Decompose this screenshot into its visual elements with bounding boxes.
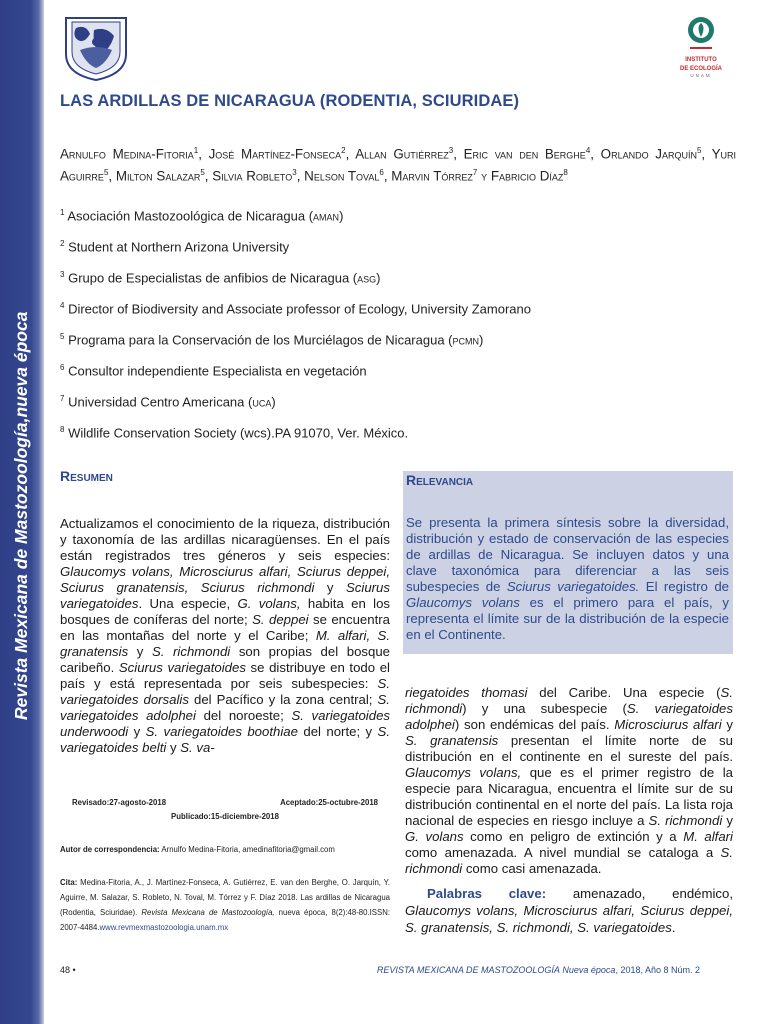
author-affiliation-number: 7: [472, 168, 478, 178]
affiliation-text: Consultor independiente Especialista en vegetación: [68, 363, 367, 379]
affiliation-number: 8: [60, 425, 65, 434]
author-name: Arnulfo Medina-Fitoria: [60, 146, 194, 162]
author-name: Eric van den Berghe: [463, 146, 586, 162]
affiliation-item: [60, 265, 736, 296]
author-affiliation-number: 5: [103, 168, 109, 178]
article-dates: [60, 798, 390, 821]
affiliation-text: Asociación Mastozoológica de Nicaragua (: [67, 208, 314, 224]
keywords: Palabras clave: amenazado, endémico, Glaucomys volans, Microsciurus alfari, Sciurus deppei, S. granatensis, S. richmondi, S. variegatoides.: [405, 886, 733, 935]
affiliation-abbreviation: aman: [313, 208, 340, 224]
affiliation-text: Programa para la Conservación de los Murciélagos de Nicaragua (: [68, 332, 453, 348]
affiliation-item: [60, 203, 736, 234]
author-affiliation-number: 3: [292, 168, 297, 178]
author-name: Yuri Aguirre: [60, 146, 736, 184]
author-name: José Martínez-Fonseca: [208, 146, 342, 162]
author-name: Fabricio Díaz: [490, 168, 564, 184]
author-affiliation-number: 1: [193, 146, 199, 155]
keywords-label: Palabras clave:: [427, 886, 547, 901]
institute-line1: INSTITUTO: [685, 57, 717, 63]
resumen-heading: Resumen: [60, 468, 113, 484]
article-title: LAS ARDILLAS DE NICARAGUA (RODENTIA, SCIURIDAE): [60, 92, 520, 110]
resumen-text: Actualizamos el conocimiento de la riqueza, distribución y taxonomía de las ardillas nicaragüenses. En el país están registrados tres géneros y seis especies: Glaucomys volans, Microsciurus alfari, Sciurus deppei, Sciurus granatensis, Sciurus richmondi y Sciurus variegatoides. Una especie, G. volans, habita en los bosques de coníferas del norte; S. deppei se encuentra en las montañas del norte y el Caribe; M. alfari, S. granatensis y S. richmondi son propias del bosque caribeño. Sciurus variegatoides se distribuye en todo el país y está representada por seis subespecies: S. variegatoides dorsalis del Pacífico y la zona central; S. variegatoides adolphei del noroeste; S. variegatoides underwoodi y S. variegatoides boothiae del norte; y S. variegatoides belti y S. va-: [60, 516, 391, 755]
page-number: 48 •: [60, 965, 76, 975]
author-affiliation-number: 8: [563, 168, 568, 178]
affiliation-item: [60, 420, 736, 451]
resumen-continuation: riegatoides thomasi del Caribe. Una especie (S. richmondi) y una subespecie (S. variegatoides adolphei) son endémicas del país. Microsciurus alfari y S. granatensis presentan el límite norte de su distribución en el continente en el sureste del país. Glaucomys volans, que es el primer registro de la especie para Nicaragua, encuentra el límite sur de su distribución continental en el norte del país. La lista roja nacional de especies en riesgo incluye a S. richmondi y G. volans como en peligro de extinción y a M. alfari como amenazada. A nivel mundial se cataloga a S. richmondi como casi amenazada.: [405, 685, 734, 876]
unam-shield-icon: [60, 14, 132, 82]
affiliation-text: Student at Northern Arizona University: [68, 239, 290, 255]
instituto-ecologia-logo: [670, 14, 732, 82]
affiliation-close: ): [479, 332, 484, 348]
affiliation-item: [60, 389, 736, 420]
author-separator: y: [477, 168, 491, 184]
affiliation-number: 3: [60, 270, 65, 279]
affiliation-abbreviation: pcmn: [452, 332, 479, 348]
author-affiliation-number: 6: [379, 168, 384, 178]
published-date: Publicado:15-diciembre-2018: [171, 812, 279, 821]
author-name: Orlando Jarquín: [600, 146, 697, 162]
author-affiliation-number: 3: [448, 146, 454, 155]
affiliation-number: 4: [60, 301, 65, 310]
author-separator: ,: [590, 146, 601, 162]
affiliation-number: 5: [60, 332, 65, 341]
affiliation-item: [60, 358, 736, 389]
author-affiliation-number: 5: [696, 146, 702, 155]
institute-line3: UNAM: [690, 73, 712, 78]
affiliation-close: ): [339, 208, 344, 224]
affiliation-text: Grupo de Especialistas de anfibios de Nicaragua (: [68, 270, 358, 286]
revised-date: Revisado:27-agosto-2018: [72, 798, 167, 807]
accepted-date: Aceptado:25-octubre-2018: [280, 798, 378, 807]
author-name: Milton Salazar: [115, 168, 201, 184]
author-name: Nelson Toval: [304, 168, 380, 184]
relevancia-text: Se presenta la primera síntesis sobre la diversidad, distribución y estado de conservación de las especies de ardillas de Nicaragua. Se incluyen datos y una clave taxonómica para diferenciar a las seis subespecies de Sciurus variegatoides. El registro de Glaucomys volans es el primero para el país, y representa el límite sur de la distribución de la especie en el Continente.: [406, 515, 729, 642]
correspondence: Autor de correspondencia: Arnulfo Medina-Fitoria, amedinafitoria@gmail.com: [60, 845, 335, 854]
affiliation-text: Universidad Centro Americana (: [68, 394, 253, 410]
relevancia-heading: Relevancia: [406, 472, 474, 488]
sidebar-journal-name: Revista Mexicana de Mastozoología,nueva época: [11, 311, 31, 720]
author-separator: ,: [383, 168, 392, 184]
author-affiliation-number: 2: [341, 146, 346, 155]
instituto-ecologia-icon: [686, 14, 716, 50]
author-affiliation-number: 4: [585, 146, 591, 155]
author-name: Allan Gutiérrez: [355, 146, 449, 162]
affiliation-number: 6: [60, 363, 65, 372]
author-separator: ,: [204, 168, 213, 184]
sidebar-band: [0, 0, 44, 1024]
author-separator: ,: [701, 146, 712, 162]
relevancia-box: [403, 471, 733, 654]
affiliation-close: ): [271, 394, 276, 410]
author-name: Marvin Tórrez: [391, 168, 473, 184]
author-name: Silvia Robleto: [212, 168, 293, 184]
affiliation-item: [60, 327, 736, 358]
author-separator: ,: [345, 146, 356, 162]
author-separator: ,: [198, 146, 209, 162]
affiliation-number: 7: [60, 394, 65, 403]
affiliation-text: Wildlife Conservation Society (wcs).PA 91070, Ver. México.: [68, 425, 409, 441]
author-separator: ,: [296, 168, 305, 184]
citation: Cita: Medina-Fitoria, A., J. Martínez-Fonseca, A. Gutiérrez, E. van den Berghe, O. Jarquín, Y. Aguirre, M. Salazar, S. Robleto, N. Toval, M. Tórrez y F. Díaz 2018. Las ardillas de Nicaragua (Rodentia, Sciuridae). Revista Mexicana de Mastozoología, nueva época, 8(2):48-80.ISSN: 2007-4484.www.revmexmastozoologia.unam.mx: [60, 878, 391, 932]
institute-line2: DE ECOLOGÍA: [679, 66, 722, 72]
author-separator: ,: [108, 168, 116, 184]
journal-link[interactable]: www.revmexmastozoologia.unam.mx: [99, 923, 229, 932]
affiliation-number: 2: [60, 239, 65, 248]
affiliation-abbreviation: uca: [252, 394, 272, 410]
author-separator: ,: [453, 146, 464, 162]
affiliation-list: [60, 203, 736, 451]
affiliation-item: [60, 234, 736, 265]
affiliation-number: 1: [60, 208, 65, 217]
author-affiliation-number: 5: [200, 168, 205, 178]
author-list: [60, 141, 736, 186]
affiliation-close: ): [376, 270, 381, 286]
affiliation-item: [60, 296, 736, 327]
footer-journal: REVISTA MEXICANA DE MASTOZOOLOGÍA Nueva época, 2018, Año 8 Núm. 2: [376, 965, 700, 975]
affiliation-abbreviation: asg: [357, 270, 377, 286]
affiliation-text: Director of Biodiversity and Associate professor of Ecology, University Zamorano: [68, 301, 531, 317]
